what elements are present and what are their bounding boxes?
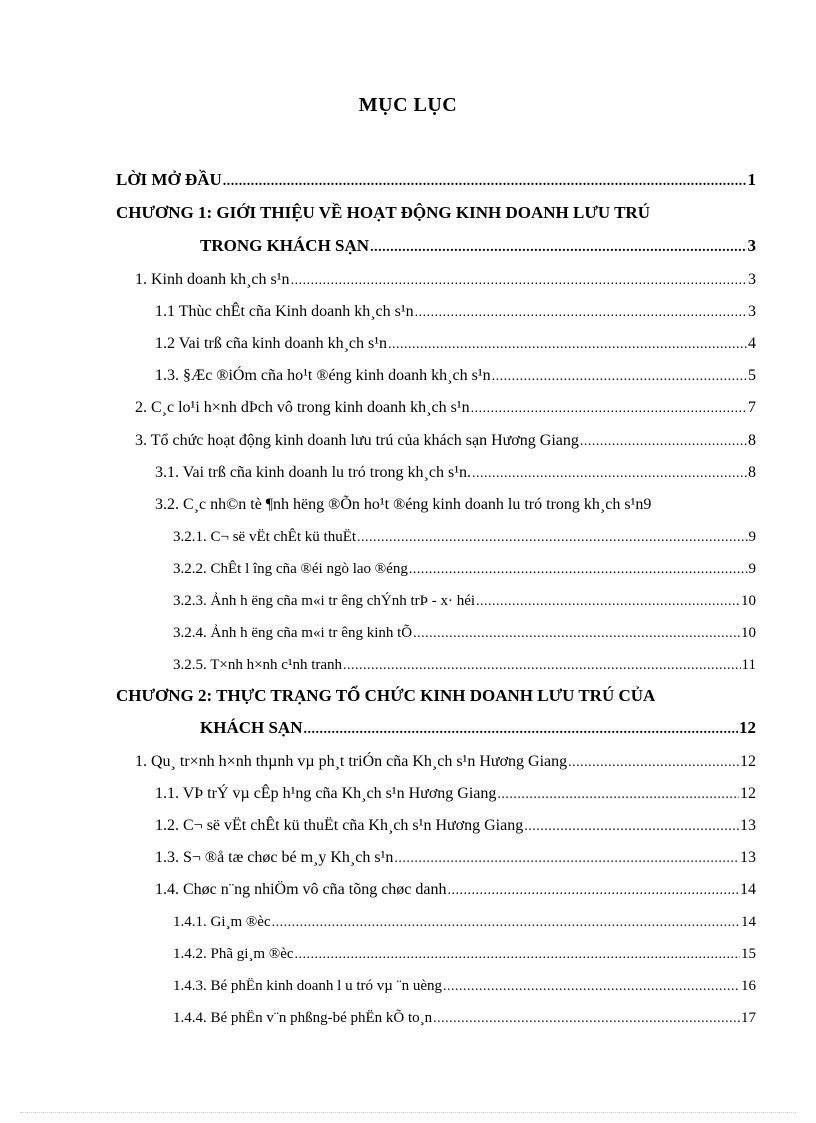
toc-entry[interactable] <box>155 463 756 484</box>
leader-dots <box>388 335 747 355</box>
toc-page-number: 3 <box>748 271 756 288</box>
toc-label: 1.1 Thùc chÊt cña Kinh doanh kh¸ch s¹n <box>155 303 414 320</box>
toc-page-number: 10 <box>741 625 756 641</box>
toc-page-number: 16 <box>741 978 756 994</box>
toc-page-number: 9 <box>748 561 756 577</box>
toc-page-number: 1 <box>747 170 756 189</box>
toc-label: 3.1. Vai trß cña kinh doanh lu tró trong kh¸ch s¹n. <box>155 464 472 481</box>
toc-label: 2. C¸c lo¹i h×nh dÞch vô trong kinh doanh kh¸ch s¹n <box>135 399 470 416</box>
leader-dots <box>223 172 747 192</box>
toc-page-number: 12 <box>740 785 756 802</box>
toc-label: 1. Qu¸ tr×nh h×nh thµnh vµ ph¸t triÓn cña Kh¸ch s¹n Hương Giang <box>135 753 568 770</box>
leader-dots <box>433 1009 740 1029</box>
toc-label: 1.4.3. Bé phËn kinh doanh l u tró vµ ¨n uèng <box>173 978 443 994</box>
leader-dots <box>568 753 739 773</box>
leader-dots <box>291 271 747 291</box>
toc-page-number: 11 <box>741 657 756 673</box>
leader-dots <box>409 560 748 580</box>
toc-page-number: 8 <box>748 464 756 481</box>
leader-dots <box>272 913 740 933</box>
toc-label: 1.4.1. Gi¸m ®èc <box>173 914 271 930</box>
toc-entry[interactable] <box>173 591 756 612</box>
toc-entry[interactable] <box>173 559 756 580</box>
toc-entry[interactable] <box>155 302 756 323</box>
toc-page-number: 9 <box>748 529 756 545</box>
toc-entry[interactable] <box>155 366 756 387</box>
leader-dots <box>357 528 747 548</box>
toc-chapter-1[interactable] <box>200 236 756 258</box>
toc-page-number: 14 <box>740 881 756 898</box>
toc-label: 3.2.5. T×nh h×nh c¹nh tranh <box>173 657 343 673</box>
toc-label: 3.2.4. Ảnh h ëng cña m«i tr êng kinh tÕ <box>173 625 413 641</box>
toc-page-number: 12 <box>739 718 756 737</box>
toc-label: 1.3. S¬ ®å tæ chøc bé m¸y Kh¸ch s¹n <box>155 849 394 866</box>
toc-label: 3. Tổ chức hoạt động kinh doanh lưu trú của khách sạn Hương Giang <box>135 432 579 449</box>
toc-label: TRONG KHÁCH SẠN <box>200 236 370 255</box>
toc-entry[interactable] <box>173 655 756 676</box>
toc-page-number: 4 <box>748 335 756 352</box>
leader-dots <box>448 881 740 901</box>
toc-label: 3.2.3. Ảnh h ëng cña m«i tr êng chÝnh trÞ - x· héi <box>173 593 476 609</box>
toc-label: 1.4.4. Bé phËn v¨n phßng-bé phËn kÕ to¸n <box>173 1010 433 1026</box>
toc-entry[interactable] <box>135 398 756 419</box>
toc-page-number: 9 <box>643 496 652 513</box>
toc-page-number: 15 <box>741 946 756 962</box>
leader-dots <box>295 945 740 965</box>
toc-entry[interactable] <box>173 1008 756 1029</box>
leader-dots <box>415 303 747 323</box>
toc-label: 1.3. §Æc ®iÓm cña ho¹t ®éng kinh doanh kh¸ch s¹n <box>155 367 491 384</box>
leader-dots <box>476 592 740 612</box>
toc-page-number: 8 <box>748 432 756 449</box>
toc-page-number: 3 <box>748 303 756 320</box>
toc-entry[interactable] <box>155 334 756 355</box>
toc-label: LỜI MỞ ĐẦU <box>116 170 222 189</box>
toc-entry[interactable] <box>135 431 756 452</box>
toc-chapter-1-line1[interactable]: CHƯƠNG 1: GIỚI THIỆU VỀ HOẠT ĐỘNG KINH DOANH LƯU TRÚ <box>116 203 650 222</box>
leader-dots <box>303 720 738 740</box>
leader-dots <box>394 849 739 869</box>
page-title: MỤC LỤC <box>358 94 458 116</box>
toc-entry[interactable] <box>173 944 756 965</box>
toc-label: 1.4.2. Phã gi¸m ®èc <box>173 946 294 962</box>
toc-entry[interactable] <box>173 623 756 644</box>
toc-label: 1.4. Chøc n¨ng nhiÖm vô cña tõng chøc danh <box>155 881 447 898</box>
toc-page-number: 3 <box>747 236 756 255</box>
toc-page-number: 5 <box>748 367 756 384</box>
toc-entry[interactable] <box>155 848 756 869</box>
leader-dots <box>580 432 747 452</box>
toc-entry[interactable] <box>135 270 756 291</box>
toc-label: 1.2 Vai trß cña kinh doanh kh¸ch s¹n <box>155 335 388 352</box>
leader-dots <box>413 624 740 644</box>
leader-dots <box>492 367 747 387</box>
toc-entry[interactable] <box>155 495 756 515</box>
leader-dots <box>443 977 740 997</box>
leader-dots <box>472 464 747 484</box>
toc-entry[interactable] <box>155 784 756 805</box>
toc-page-number: 17 <box>741 1010 756 1026</box>
toc-entry[interactable] <box>173 912 756 933</box>
toc-page-number: 14 <box>741 914 756 930</box>
page-bottom-rule <box>20 1112 796 1113</box>
leader-dots <box>370 238 746 258</box>
toc-label: 3.2.1. C¬ së vËt chÊt kü thuËt <box>173 529 357 545</box>
toc-label: 3.2.2. ChÊt l îng cña ®éi ngò lao ®éng <box>173 561 408 577</box>
toc-entry-intro[interactable] <box>116 170 756 192</box>
toc-entry[interactable] <box>173 527 756 548</box>
toc-page-number: 13 <box>740 817 756 834</box>
toc-page-number: 7 <box>748 399 756 416</box>
toc-entry[interactable] <box>135 752 756 773</box>
toc-page-number: 10 <box>741 593 756 609</box>
toc-label: KHÁCH SẠN <box>200 718 303 737</box>
toc-label: 1. Kinh doanh kh¸ch s¹n <box>135 271 290 288</box>
toc-entry[interactable] <box>155 816 756 837</box>
toc-page-number: 12 <box>740 753 756 770</box>
toc-label: 1.2. C¬ së vËt chÊt kü thuËt cña Kh¸ch s¹n Hương Giang <box>155 817 524 834</box>
toc-chapter-2[interactable] <box>200 718 756 740</box>
leader-dots <box>343 656 741 676</box>
leader-dots <box>471 399 747 419</box>
toc-chapter-2-line1[interactable]: CHƯƠNG 2: THỰC TRẠNG TỔ CHỨC KINH DOANH LƯU TRÚ CỦA <box>116 686 656 705</box>
toc-page-number: 13 <box>740 849 756 866</box>
leader-dots <box>524 817 739 837</box>
toc-entry[interactable] <box>155 880 756 901</box>
toc-label: 3.2. C¸c nh©n tè ¶nh hëng ®Õn ho¹t ®éng kinh doanh lu tró trong kh¸ch s¹n <box>155 496 644 513</box>
leader-dots <box>497 785 739 805</box>
toc-label: 1.1. VÞ trÝ vµ cÊp h¹ng cña Kh¸ch s¹n Hương Giang <box>155 785 497 802</box>
toc-entry[interactable] <box>173 976 756 997</box>
